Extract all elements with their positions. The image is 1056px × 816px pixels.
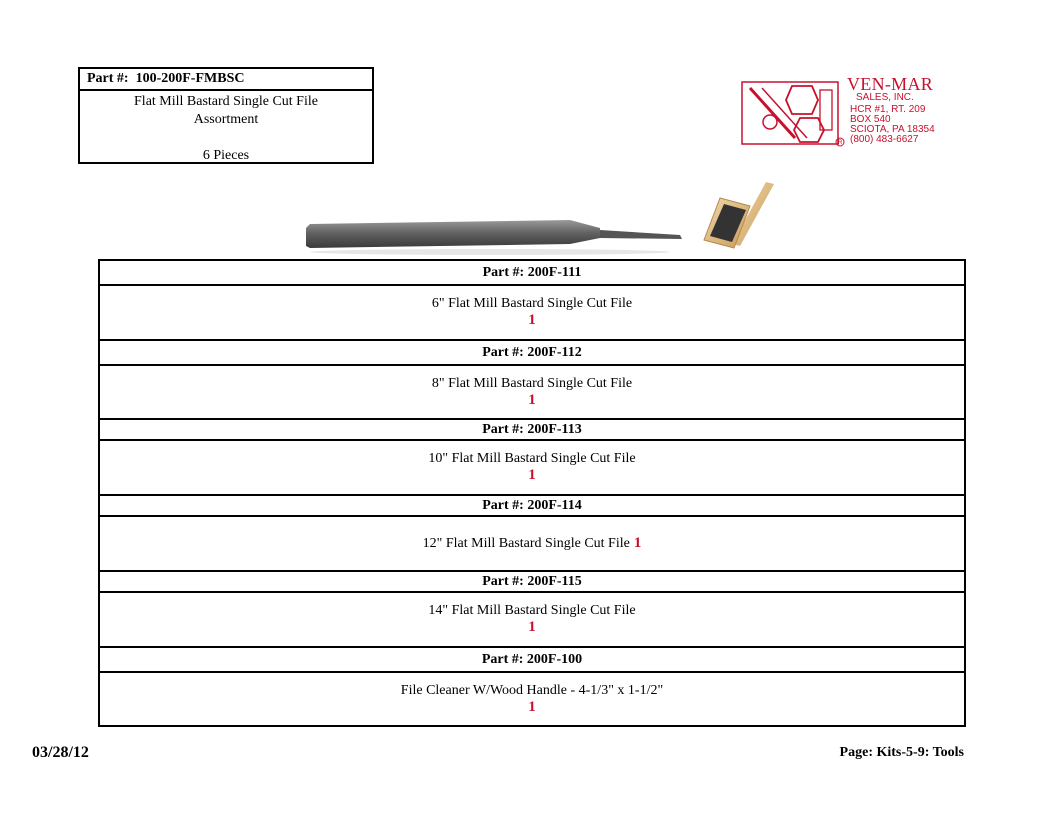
- part-description: 10" Flat Mill Bastard Single Cut File: [428, 451, 636, 466]
- footer-page-label: Page: Kits-5-9: Tools: [839, 745, 964, 760]
- product-image: [300, 176, 780, 258]
- logo-company-name: VEN-MAR: [847, 74, 934, 94]
- svg-text:R: R: [838, 140, 843, 146]
- kit-pieces: 6 Pieces: [202, 148, 250, 163]
- kit-description-line1: Flat Mill Bastard Single Cut File: [134, 94, 318, 109]
- ven-mar-logo: [740, 74, 970, 150]
- footer-date: 03/28/12: [32, 744, 89, 761]
- part-description: 6" Flat Mill Bastard Single Cut File: [431, 296, 633, 311]
- kit-part-number: 100-200F-FMBSC: [135, 71, 245, 86]
- logo-line-3: BOX 540: [850, 114, 891, 125]
- parts-table: [98, 259, 966, 727]
- part-description-row: [100, 673, 964, 725]
- part-quantity: 1: [528, 619, 536, 635]
- part-description: 8" Flat Mill Bastard Single Cut File: [431, 375, 633, 391]
- logo-line-4: SCIOTA, PA 18354: [850, 124, 935, 135]
- part-quantity: 1: [528, 467, 536, 483]
- part-description-row: [100, 517, 964, 572]
- bolt-logo-icon: [740, 78, 845, 148]
- file-and-cleaner-icon: [300, 176, 780, 258]
- part-header-row: Part #: 200F-112: [100, 341, 964, 366]
- logo-line-1: SALES, INC.: [856, 92, 914, 103]
- part-description: File Cleaner W/Wood Handle - 4-1/3" x 1-1/2": [400, 682, 664, 698]
- part-header-row: Part #: 200F-113: [100, 420, 964, 441]
- part-description-row: [100, 366, 964, 420]
- part-quantity: 1: [633, 535, 642, 551]
- part-header-row: Part #: 200F-115: [100, 572, 964, 593]
- part-header-row: Part #: 200F-111: [100, 261, 964, 286]
- logo-line-5: (800) 483-6627: [850, 134, 919, 145]
- part-quantity: 1: [528, 312, 536, 328]
- part-header-row: Part #: 200F-100: [100, 648, 964, 673]
- part-quantity: 1: [528, 391, 536, 408]
- kit-part-label: Part #:: [87, 71, 129, 86]
- kit-description-line2: Assortment: [193, 112, 259, 127]
- kit-part-number-row: [80, 69, 372, 91]
- logo-line-2: HCR #1, RT. 209: [850, 104, 926, 115]
- part-quantity: 1: [528, 698, 536, 715]
- part-description-row: [100, 286, 964, 341]
- kit-info-box: [78, 67, 374, 164]
- kit-description: [80, 91, 372, 165]
- part-description: 12" Flat Mill Bastard Single Cut File 1: [422, 535, 642, 551]
- part-description-row: [100, 441, 964, 496]
- part-description: 14" Flat Mill Bastard Single Cut File: [428, 603, 636, 618]
- part-header-row: Part #: 200F-114: [100, 496, 964, 517]
- part-description-row: [100, 593, 964, 648]
